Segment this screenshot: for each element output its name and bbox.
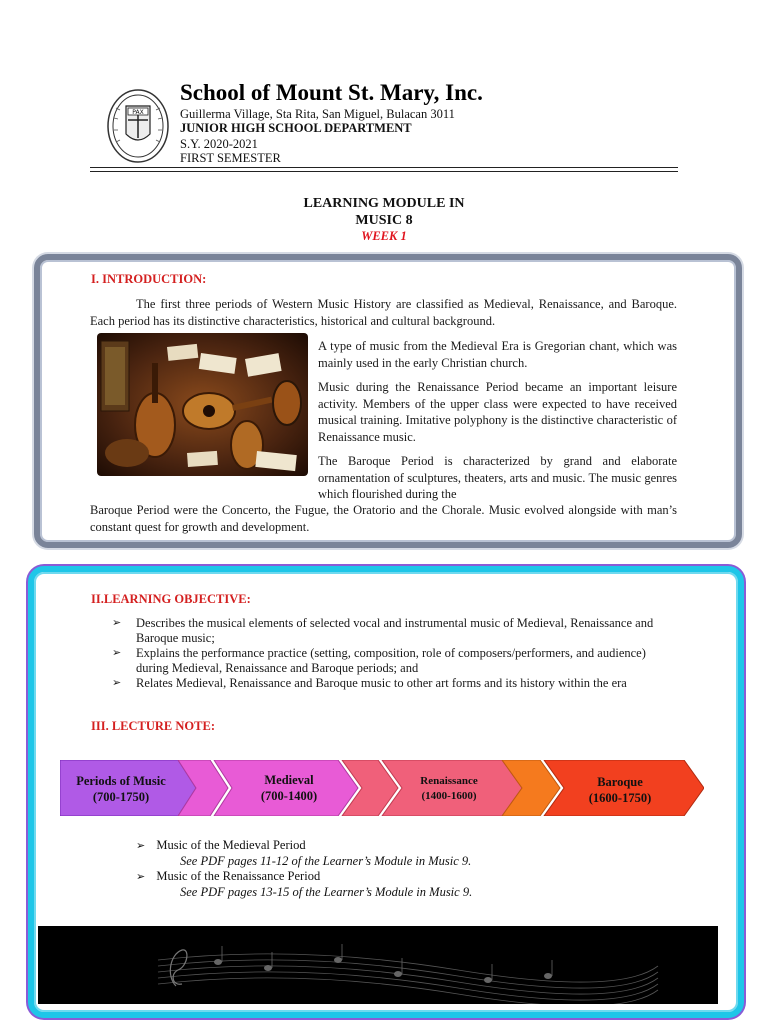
- baroque-instruments-painting: [97, 333, 308, 476]
- module-title: LEARNING MODULE IN: [303, 196, 465, 211]
- lecture-item-renaissance: [136, 869, 320, 884]
- arrow-bullet-icon: ➢: [136, 840, 146, 852]
- timeline-label-baroque: [564, 774, 676, 806]
- objective-item-2: [112, 646, 672, 676]
- school-address: Guillerma Village, Sta Rita, San Miguel, Bulacan 3011: [180, 107, 455, 121]
- timeline-medieval-name: Medieval: [264, 773, 314, 787]
- objective-text-1: Describes the musical elements of selected vocal and instrumental music of Medieval, Renaissance and Baroque music;: [136, 616, 654, 645]
- arrow-bullet-icon: ➢: [112, 617, 122, 629]
- arrow-bullet-icon: ➢: [112, 677, 122, 689]
- timeline-label-medieval: [234, 772, 344, 804]
- objectives-heading: II.LEARNING OBJECTIVE:: [91, 592, 251, 606]
- intro-paragraph-1: The first three periods of Western Music History are classified as Medieval, Renaissance, and Baroque. Each period has its distinctive characteristics, historical and cultural background.: [90, 297, 677, 328]
- timeline-baroque-range: (1600-1750): [588, 791, 652, 805]
- timeline-renaissance-name: Renaissance: [420, 775, 478, 787]
- intro-paragraph-2: A type of music from the Medieval Era is Gregorian chant, which was mainly used in the early Christian church.: [318, 339, 677, 370]
- seal-pax-text: PAX: [132, 109, 144, 116]
- music-staff-decoration: [38, 926, 718, 1004]
- intro-paragraph-3: Music during the Renaissance Period became an important leisure activity. Members of the upper class were expected to have received musical training. Imitative polyphony is the distinctive characteristic of Renaissance music.: [318, 380, 677, 444]
- timeline-periods-name: Periods of Music: [76, 774, 166, 788]
- timeline-renaissance-range: (1400-1600): [421, 790, 477, 802]
- arrow-bullet-icon: ➢: [112, 647, 122, 659]
- header-rule-top: [90, 167, 678, 168]
- lecture-heading: III. LECTURE NOTE:: [91, 719, 215, 733]
- department-name: JUNIOR HIGH SCHOOL DEPARTMENT: [180, 121, 412, 135]
- lecture-note-renaissance: See PDF pages 13-15 of the Learner’s Module in Music 9.: [180, 885, 473, 899]
- music-staff-banner: [38, 926, 718, 1004]
- intro-paragraph-4b: Baroque Period were the Concerto, the Fugue, the Oratorio and the Chorale. Music evolved alongside with man’s constant quest for growth and development.: [90, 503, 677, 534]
- timeline-label-renaissance: [394, 774, 504, 804]
- school-year: S.Y. 2020-2021: [180, 137, 258, 151]
- module-week: WEEK 1: [361, 229, 407, 243]
- school-seal-logo: [106, 88, 170, 164]
- semester: FIRST SEMESTER: [180, 151, 281, 165]
- timeline-periods-range: (700-1750): [92, 790, 150, 804]
- objective-item-3: [112, 676, 672, 691]
- intro-paragraph-4a: The Baroque Period is characterized by grand and elaborate ornamentation of sculptures, theaters, arts and music. The music genres which flourished during the: [318, 454, 677, 501]
- objective-text-2: Explains the performance practice (setting, composition, role of composers/performers, and audience) during Medieval, Renaissance and Baroque periods; and: [136, 646, 646, 675]
- header-rule-bottom: [90, 171, 678, 172]
- timeline-medieval-range: (700-1400): [260, 789, 318, 803]
- arrow-bullet-icon: ➢: [136, 871, 146, 883]
- lecture-item-medieval-label: Music of the Medieval Period: [156, 838, 306, 852]
- lecture-item-renaissance-label: Music of the Renaissance Period: [156, 869, 321, 883]
- lecture-note-medieval: See PDF pages 11-12 of the Learner’s Module in Music 9.: [180, 854, 472, 868]
- module-subject: MUSIC 8: [355, 213, 413, 228]
- objective-text-3: Relates Medieval, Renaissance and Baroque music to other art forms and its history within the era: [136, 676, 627, 690]
- timeline-baroque-name: Baroque: [597, 775, 643, 789]
- introduction-heading: I. INTRODUCTION:: [91, 272, 207, 286]
- objective-item-1: [112, 616, 672, 646]
- school-name: School of Mount St. Mary, Inc.: [180, 80, 483, 105]
- timeline-label-periods: [62, 773, 180, 805]
- lecture-item-medieval: [136, 838, 306, 853]
